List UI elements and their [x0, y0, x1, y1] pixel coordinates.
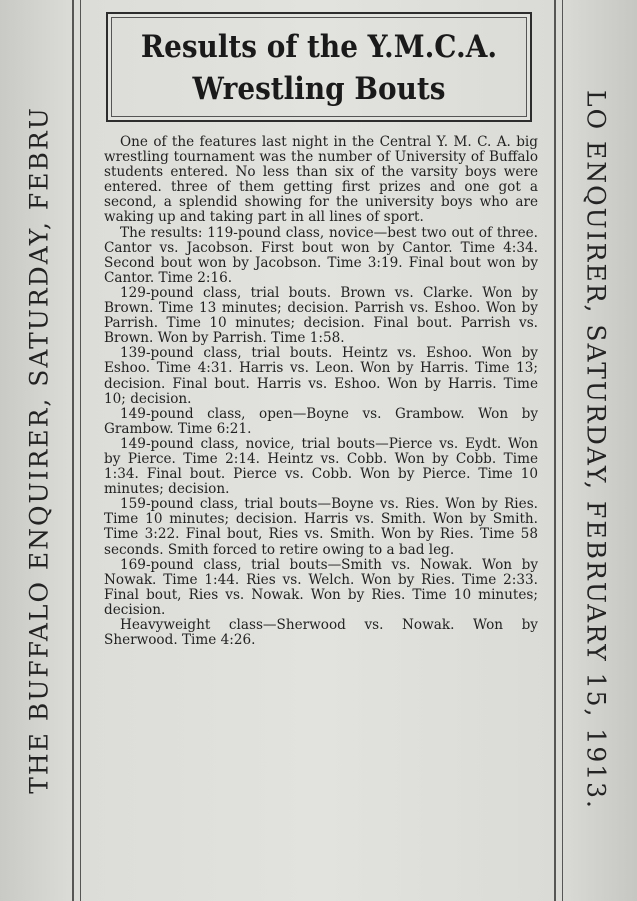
column-rule-right-inner: [562, 0, 563, 901]
article-column: [98, 0, 544, 901]
left-margin-dateline: THE BUFFALO ENQUIRER, SATURDAY, FEBRU: [24, 106, 54, 794]
result-entry: 149-pound class, open—Boyne vs. Grambow. Won by Grambow. Time 6:21.: [104, 405, 538, 437]
article-results-lead: The results: 119-pound class, novice—best two out of three. Cantor vs. Jacobson. First bout won by Cantor. Time 4:34. Second bout won by Jacobson. Time 3:19. Final bout won by Cantor. Time 2:16.: [104, 224, 538, 286]
headline-line-1: Results of the Y.M.C.A.: [140, 29, 498, 65]
column-rule-right-outer: [554, 0, 556, 901]
headline-box: [106, 12, 532, 122]
headline-line-2: Wrestling Bouts: [192, 71, 446, 107]
column-rule-left-outer: [72, 0, 74, 901]
right-margin-dateline: LO ENQUIRER, SATURDAY, FEBRUARY 15, 1913.: [581, 90, 611, 810]
result-entry: 169-pound class, trial bouts—Smith vs. Nowak. Won by Nowak. Time 1:44. Ries vs. Welch. Won by Ries. Time 2:33. Final bout, Ries vs. Nowak. Won by Ries. Time 10 minutes; decision.: [104, 556, 538, 618]
result-entry: 139-pound class, trial bouts. Heintz vs. Eshoo. Won by Eshoo. Time 4:31. Harris vs. Leon. Won by Harris. Time 13; decision. Final bout. Harris vs. Eshoo. Won by Harris. Time 10; decision.: [104, 345, 538, 407]
article-body: [104, 135, 538, 648]
result-entry: Heavyweight class—Sherwood vs. Nowak. Won by Sherwood. Time 4:26.: [104, 617, 538, 649]
result-entry: 159-pound class, trial bouts—Boyne vs. Ries. Won by Ries. Time 10 minutes; decision. Harris vs. Smith. Won by Smith. Time 3:22. Final bout, Ries vs. Smith. Won by Ries. Time 58 seconds. Smith forced to retire owing to a bad leg.: [104, 496, 538, 558]
column-rule-left-inner: [80, 0, 81, 901]
result-entry: 149-pound class, novice, trial bouts—Pierce vs. Eydt. Won by Pierce. Time 2:14. Heintz vs. Cobb. Won by Cobb. Time 1:34. Final bout. Pierce vs. Cobb. Won by Pierce. Time 10 minutes; decision.: [104, 435, 538, 498]
result-entry: 129-pound class, trial bouts. Brown vs. Clarke. Won by Brown. Time 13 minutes; decision. Parrish vs. Eshoo. Won by Parrish. Time 10 minutes; decision. Final bout. Parrish vs. Brown. Won by Parrish. Time 1:58.: [104, 284, 538, 347]
article-intro: One of the features last night in the Central Y. M. C. A. big wrestling tournament was the number of University of Buffalo students entered. No less than six of the varsity boys were entered. three of them getting first prizes and one got a second, a splendid showing for the university boys who are waking up and taking part in all lines of sport.: [104, 134, 538, 226]
